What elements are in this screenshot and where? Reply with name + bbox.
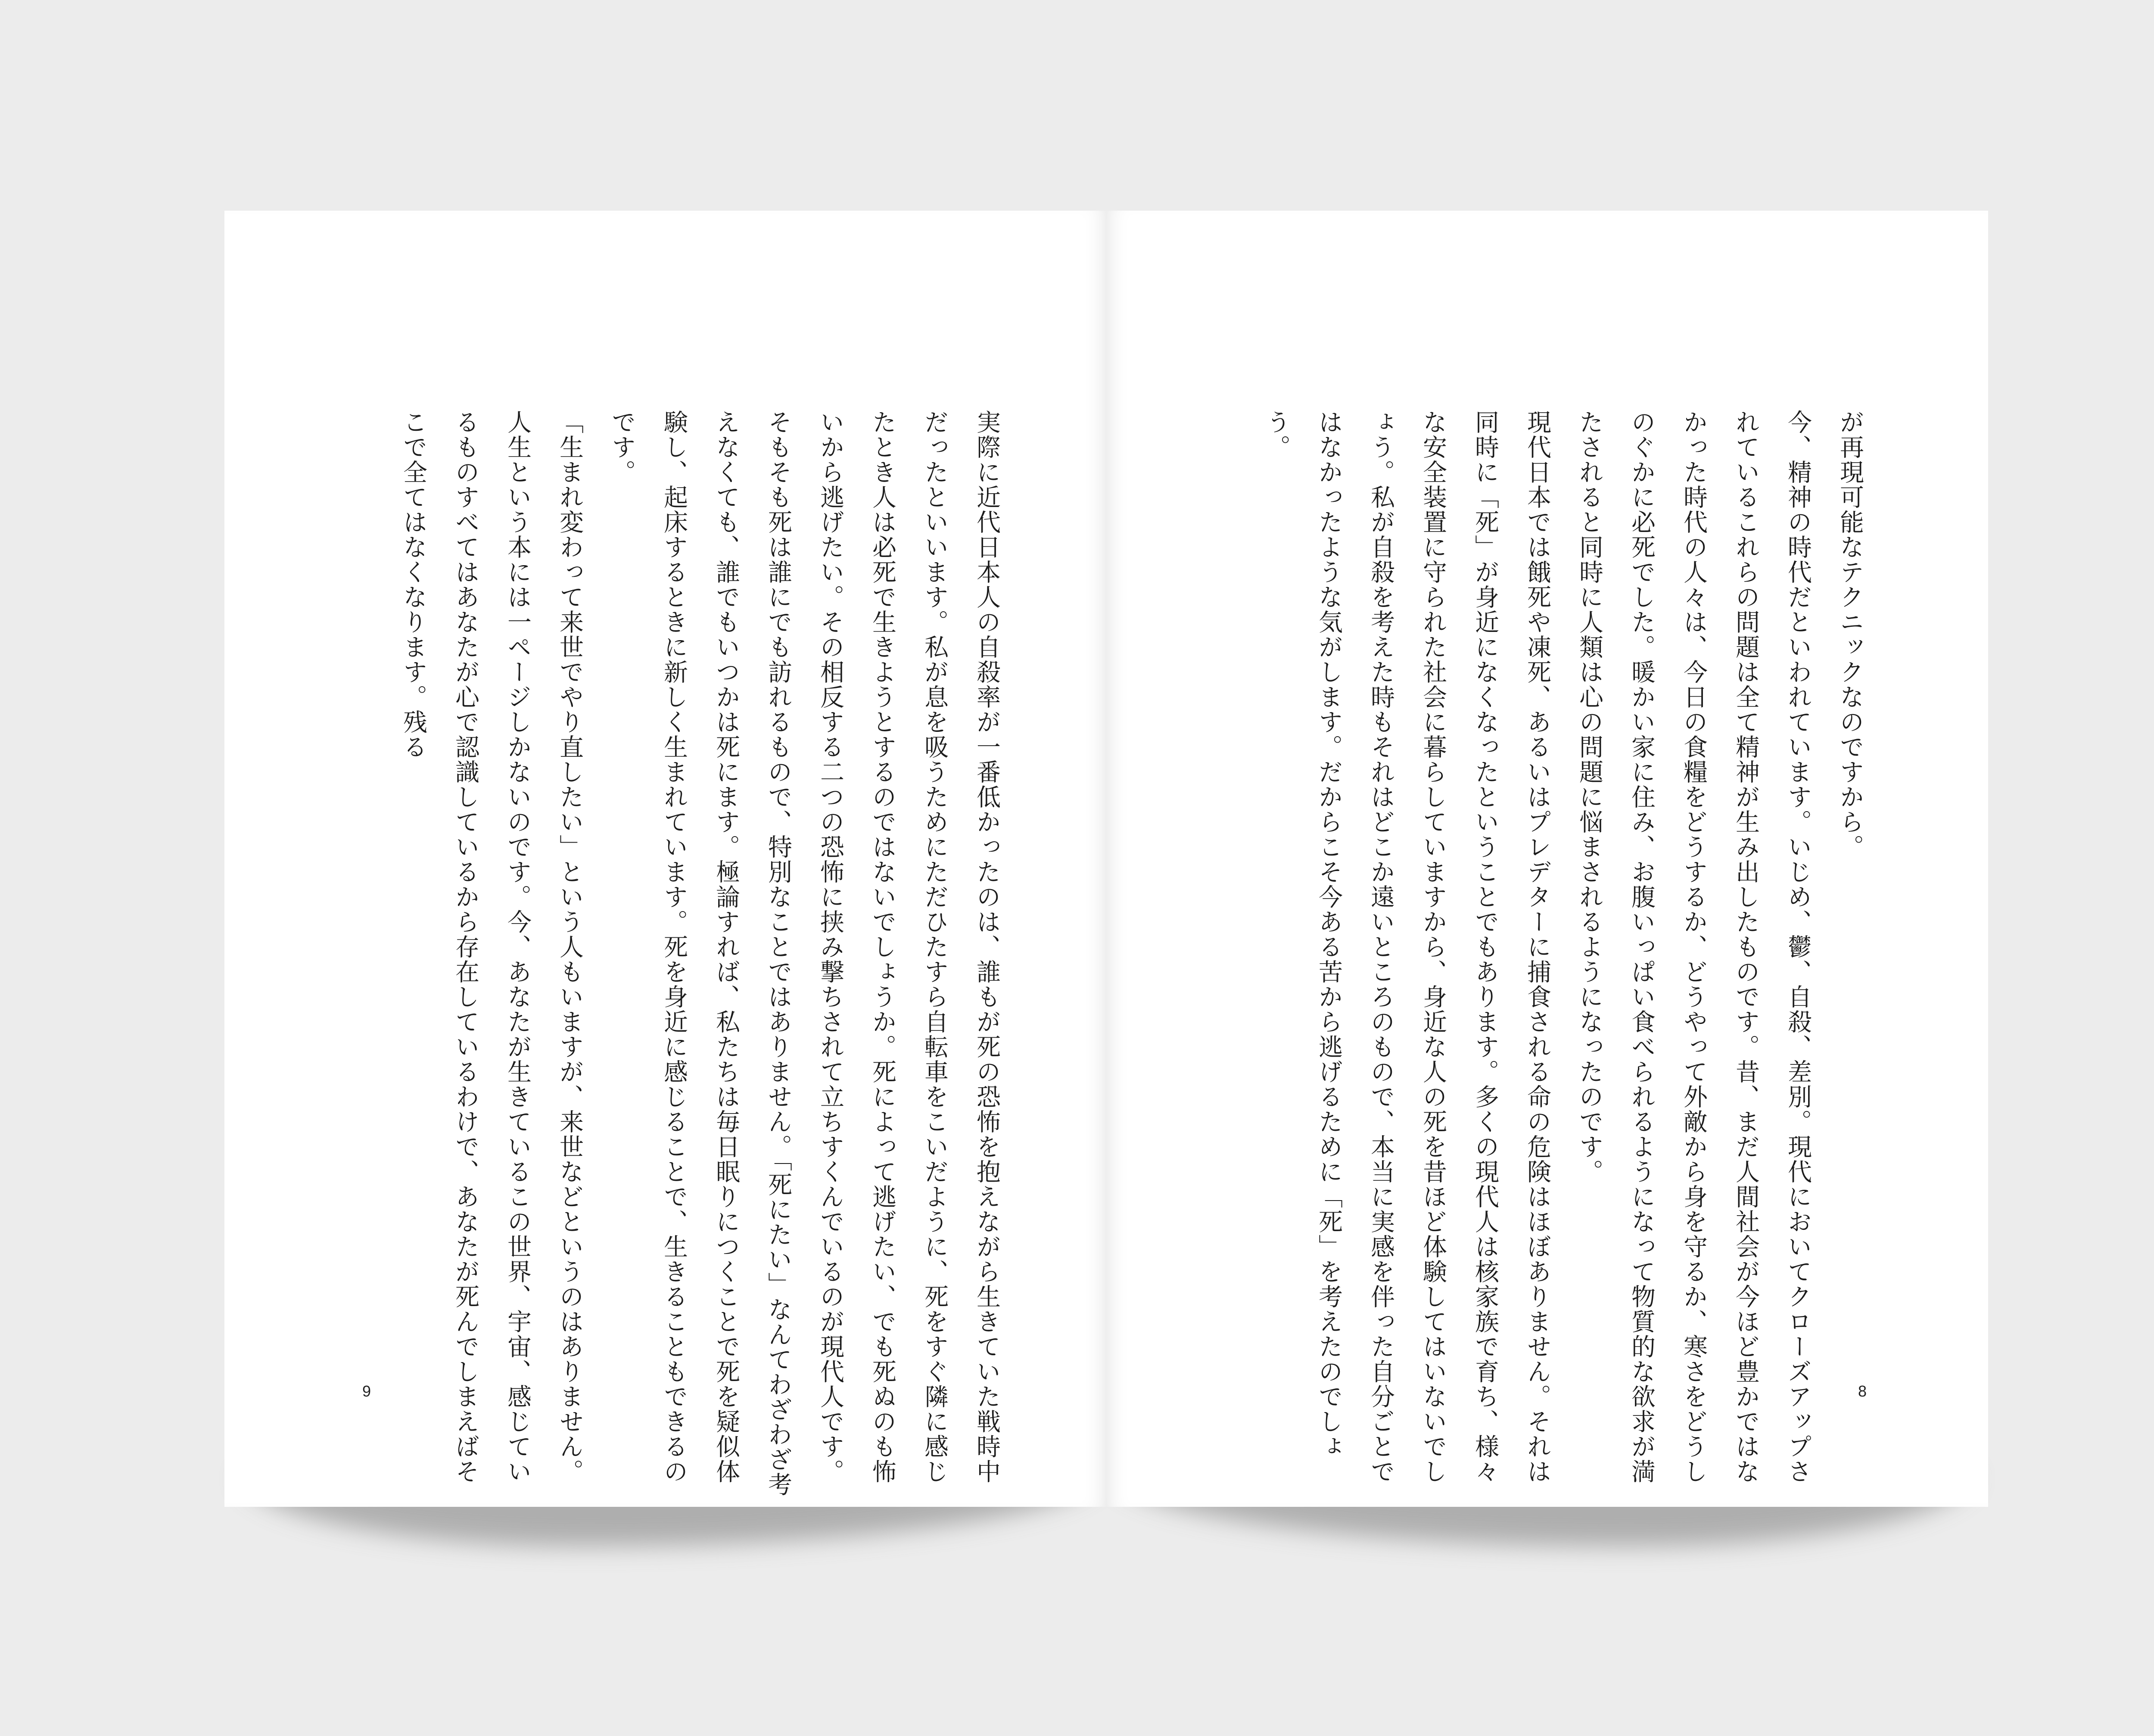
paragraph: 今、精神の時代だといわれています。いじめ、鬱、自殺、差別。現代においてクローズアップされているこれらの問題は全て精神が生み出したものです。昔、まだ人間社会が今ほど豊かではなかった時代の人々は、今日の食糧をどうするか、どうやって外敵から身を守るか、寒さをどうしのぐかに必死でした。暖かい家に住み、お腹いっぱい食べられるようになって物質的な欲求が満たされると同時に人類は心の問題に悩まされるようになったのです。 — [1575, 410, 1812, 1484]
right-page — [1106, 211, 1988, 1507]
paragraph: 「生まれ変わって来世でやり直したい」という人もいますが、来世などというのはありません。人生という本には一ページしかないのです。今、あなたが生きているこの世界、宇宙、感じているものすべてはあなたが心で認識しているから存在しているわけで、あなたが死んでしまえばそこで全てはなくなります。残る — [399, 410, 584, 1484]
paragraph: 現代日本では餓死や凍死、あるいはプレデターに捕食される命の危険はほぼありません。それは同時に「死」が身近になくなったということでもあります。多くの現代人は核家族で育ち、様々な安全装置に守られた社会に暮らしていますから、身近な人の死を昔ほど体験してはいないでしょう。私が自殺を考えた時もそれはどこか遠いところのもので、本当に実感を伴った自分ごとではなかったような気がします。だからこそ今ある苦から逃げるために「死」を考えたのでしょう。 — [1263, 410, 1551, 1484]
left-page-text — [354, 410, 1013, 1508]
page-number: 9 — [362, 1382, 371, 1400]
right-page-text — [1264, 410, 1876, 1508]
paragraph: が再現可能なテクニックなのですから。 — [1836, 410, 1864, 859]
left-page — [224, 211, 1106, 1507]
paragraph: そもそも死は誰にでも訪れるもので、特別なことではありません。「死にたい」なんてわざわざ考えなくても、誰でもいつかは死にます。極論すれば、私たちは毎日眠りにつくことで死を疑似体験し、起床するときに新しく生まれています。死を身近に感じることで、生きることもできるのです。 — [608, 410, 792, 1497]
open-book-spread — [224, 211, 1988, 1507]
page-number: 8 — [1858, 1382, 1867, 1400]
paragraph: 実際に近代日本人の自殺率が一番低かったのは、誰もが死の恐怖を抱えながら生きていた戦時中だったといいます。私が息を吸うためにただひたすら自転車をこいだように、死をすぐ隣に感じたとき人は必死で生きようとするのではないでしょうか。死によって逃げたい、でも死ぬのも怖いから逃げたい。その相反する二つの恐怖に挟み撃ちされて立ちすくんでいるのが現代人です。 — [816, 410, 1001, 1484]
